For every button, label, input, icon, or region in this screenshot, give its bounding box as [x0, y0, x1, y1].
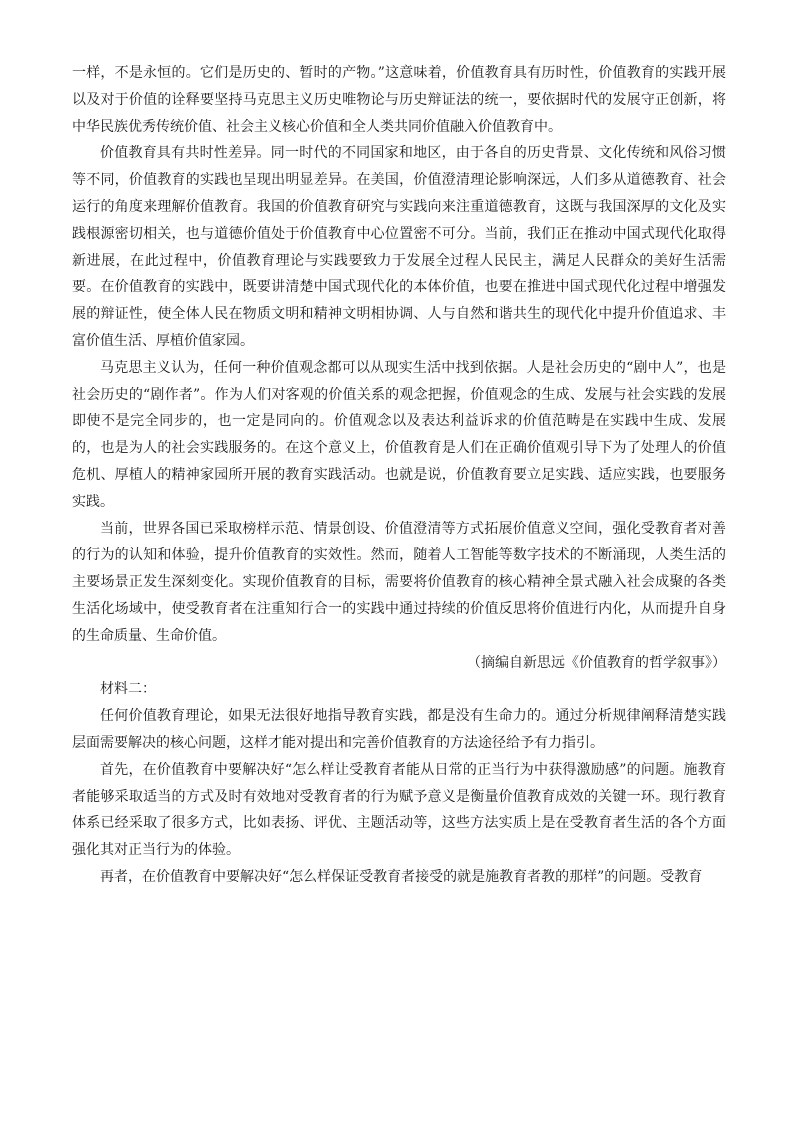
paragraph-1: 一样，不是永恒的。它们是历史的、暂时的产物。”这意味着，价值教育具有历时性，价值教育的实践开展以及对于价值的诠释要坚持马克思主义历史唯物论与历史辩证法的统一，要依据时代的发展守正创新，将中华民族优秀传统价值、社会主义核心价值和全人类共同价值融入价值教育中。 — [72, 65, 726, 135]
paragraph-7: 再者，在价值教育中要解决好“怎么样保证受教育者接受的就是施教育者教的那样”的问题。受教育 — [100, 868, 703, 885]
paragraph-2: 价值教育具有共时性差异。同一时代的不同国家和地区，由于各自的历史背景、文化传统和风俗习惯等不同，价值教育的实践也呈现出明显差异。在美国，价值澄清理论影响深远，人们多从道德教育、社会运行的角度来理解价值教育。我国的价值教育研究与实践向来注重道德教育，这既与我国深厚的文化及实践根源密切相关，也与道德价值处于价值教育中心位置密不可分。当前，我们正在推动中国式现代化取得新进展，在此过程中，价值教育理论与实践要致力于发展全过程人民民主，满足人民群众的美好生活需要。在价值教育的实践中，既要讲清楚中国式现代化的本体价值，也要在推进中国式现代化过程中增强发展的辩证性，使全体人民在物质文明和精神文明相协调、人与自然和谐共生的现代化中提升价值追求、丰富价值生活、厚植价值家园。 — [72, 145, 726, 349]
paragraph-3: 马克思主义认为，任何一种价值观念都可以从现实生活中找到依据。人是社会历史的“剧中人”，也是社会历史的“剧作者”。作为人们对客观的价值关系的观念把握，价值观念的生成、发展与社会实践的发展即使不是完全同步的，也一定是同向的。价值观念以及表达利益诉求的价值范畴是在实践中生成、发展的，也是为人的社会实践服务的。在这个意义上，价值教育是人们在正确价值观引导下为了处理人的价值危机、厚植人的精神家园所开展的教育实践活动。也就是说，价值教育要立足实践、适应实践，也要服务实践。 — [72, 359, 726, 510]
paragraph-6: 首先，在价值教育中要解决好“怎么样让受教育者能从日常的正当行为中获得激励感”的问题。施教育者能够采取适当的方式及时有效地对受教育者的行为赋予意义是衡量价值教育成效的关键一环。现行教育体系已经采取了很多方式，比如表扬、评优、主题活动等，这些方法实质上是在受教育者生活的各个方面强化其对正当行为的体验。 — [72, 761, 726, 859]
paragraph-5: 任何价值教育理论，如果无法很好地指导教育实践，都是没有生命力的。通过分析规律阐释清楚实践层面需要解决的核心问题，这样才能对提出和完善价值教育的方法途径给予有力指引。 — [72, 708, 726, 751]
material-label: 材料二： — [100, 681, 156, 698]
document-page — [72, 60, 726, 891]
paragraph-4: 当前，世界各国已采取榜样示范、情景创设、价值澄清等方式拓展价值意义空间，强化受教育者对善的行为的认知和体验，提升价值教育的实效性。然而，随着人工智能等数字技术的不断涌现，人类生活的主要场景正发生深刻变化。实现价值教育的目标，需要将价值教育的核心精神全景式融入社会成聚的各类生活化场域中，使受教育者在注重知行合一的实践中通过持续的价值反思将价值进行内化，从而提升自身的生命质量、生命价值。 — [72, 520, 726, 644]
source-citation: （摘编自新思远《价值教育的哲学叙事》） — [467, 654, 726, 671]
